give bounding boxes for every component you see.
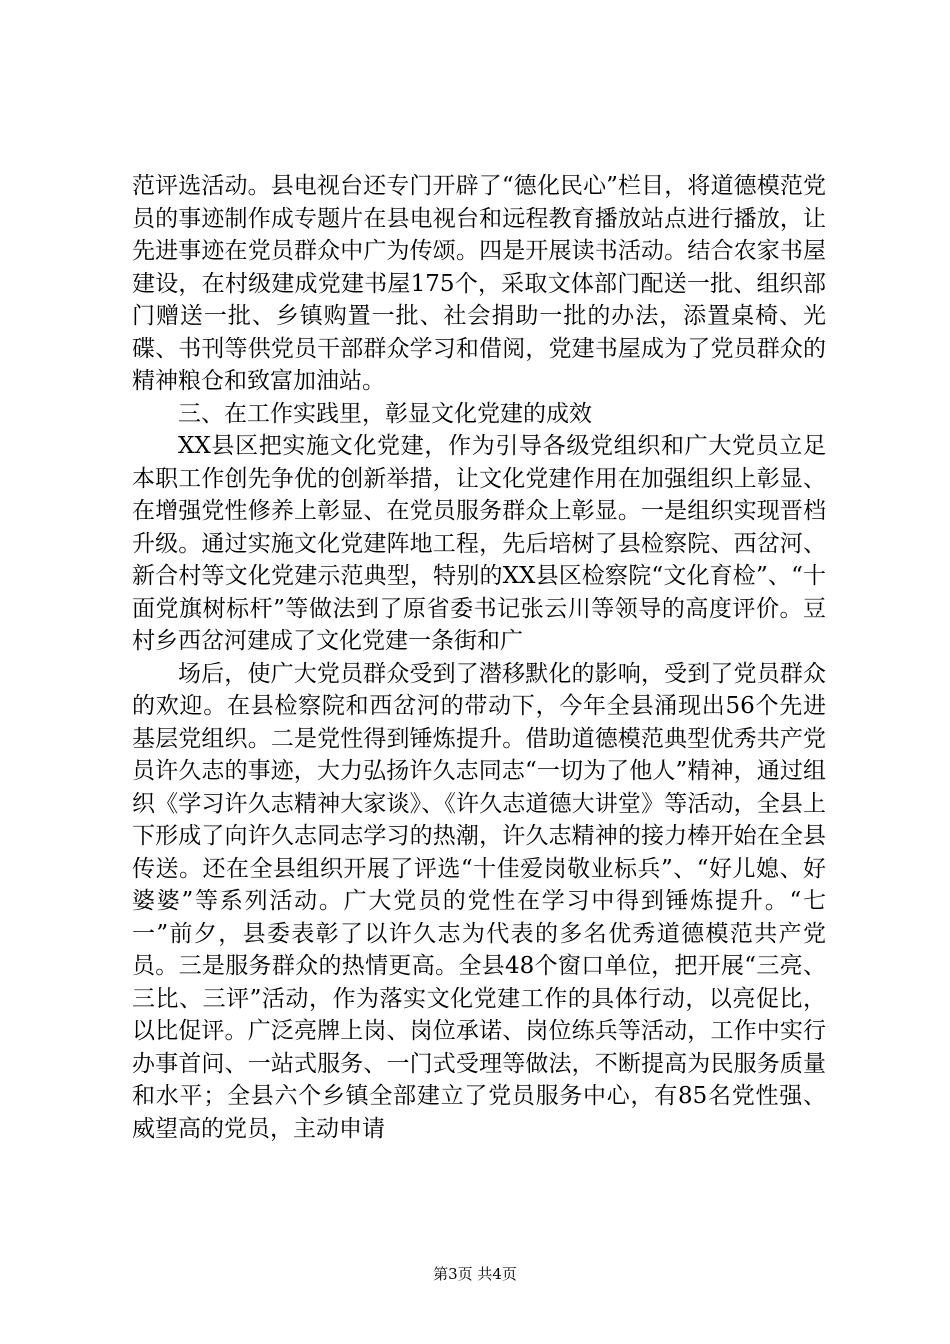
body-paragraph: 范评选活动。县电视台还专门开辟了“德化民心”栏目，将道德模范党员的事迹制作成专题片在县电视台和远程教育播放站点进行播放，让先进事迹在党员群众中广为传颂。四是开展读书活动。结合农家书屋建设，在村级建成党建书屋175个，采取文体部门配送一批、组织部门赠送一批、乡镇购置一批、社会捐助一批的办法，添置桌椅、光碟、书刊等供党员干部群众学习和借阅，党建书屋成为了党员群众的精神粮仓和致富加油站。 (132, 173, 826, 394)
body-paragraph: XX县区把实施文化党建，作为引导各级党组织和广大党员立足本职工作创先争优的创新举措，让文化党建作用在加强组织上彰显、在增强党性修养上彰显、在党员服务群众上彰显。一是组织实现晋档升级。通过实施文化党建阵地工程，先后培树了县检察院、西岔河、新合村等文化党建示范典型，特别的XX县区检察院“文化育检”、“十面党旗树标杆”等做法到了原省委书记张云川等领导的高度评价。豆村乡西岔河建成了文化党建一条街和广 (132, 433, 826, 654)
section-heading: 三、在工作实践里，彰显文化党建的成效 (178, 400, 592, 427)
body-paragraph: 场后，使广大党员群众受到了潜移默化的影响，受到了党员群众的欢迎。在县检察院和西岔河的带动下，今年全县涌现出56个先进基层党组织。二是党性得到锤炼提升。借助道德模范典型优秀共产党员许久志的事迹，大力弘扬许久志同志“一切为了他人”精神，通过组织《学习许久志精神大家谈》、《许久志道德大讲堂》等活动，全县上下形成了向许久志同志学习的热潮，许久志精神的接力棒开始在全县传送。还在全县组织开展了评选“十佳爱岗敬业标兵”、“好儿媳、好婆婆”等系列活动。广大党员的党性在学习中得到锤炼提升。“七一”前夕，县委表彰了以许久志为代表的多名优秀道德模范共产党员。三是服务群众的热情更高。全县48个窗口单位，把开展“三亮、三比、三评”活动，作为落实文化党建工作的具体行动，以亮促比，以比促评。广泛亮牌上岗、岗位承诺、岗位练兵等活动，工作中实行办事首问、一站式服务、一门式受理等做法，不断提高为民服务质量和水平；全县六个乡镇全部建立了党员服务中心，有85名党性强、威望高的党员，主动申请 (132, 660, 826, 1142)
document-body (132, 170, 826, 1145)
page-number-indicator: 第3页 共4页 (433, 1265, 517, 1283)
page-footer (0, 1263, 950, 1284)
